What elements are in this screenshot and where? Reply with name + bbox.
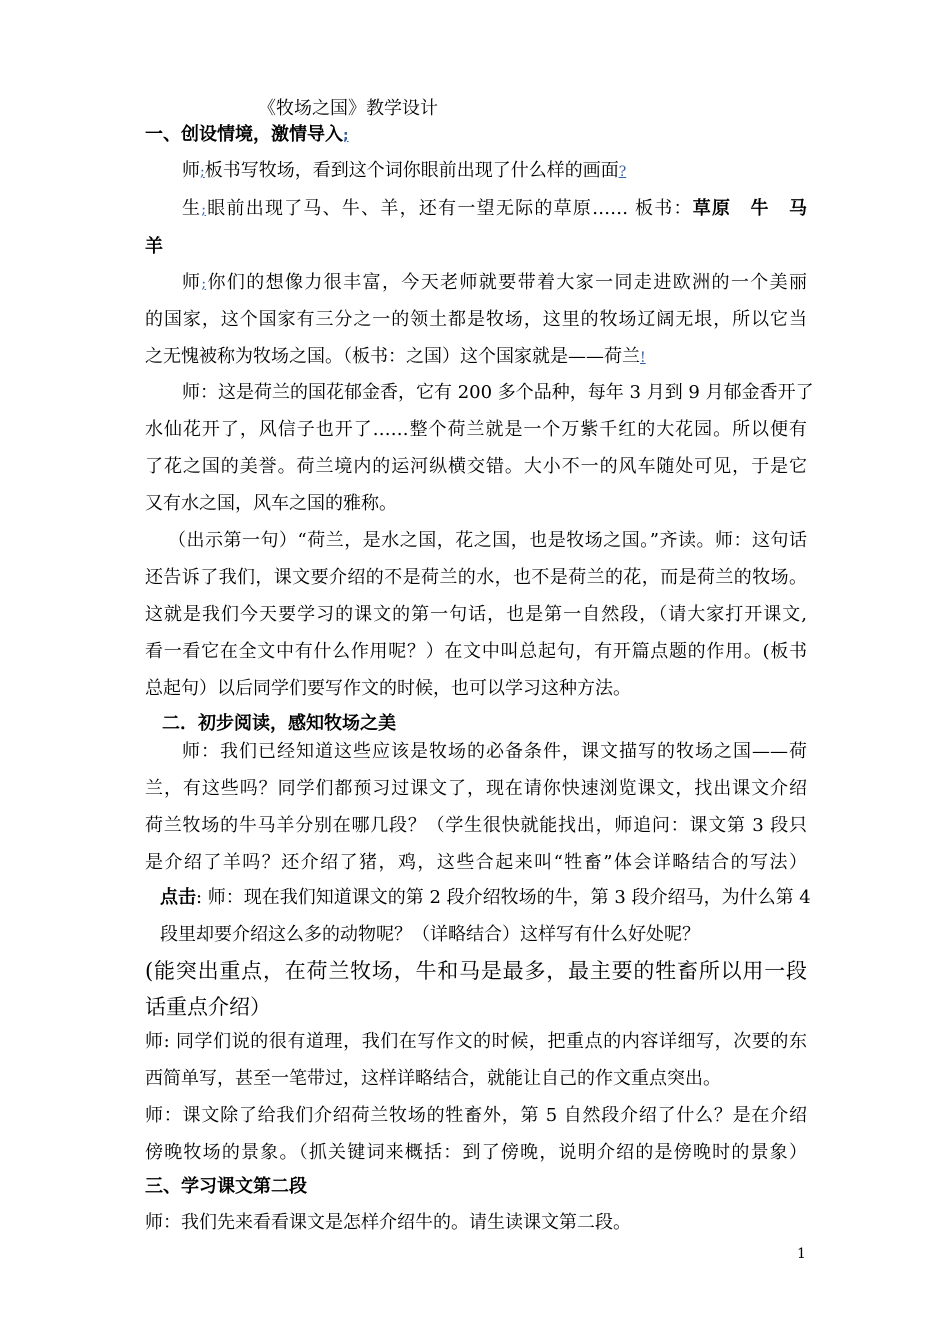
paragraph-8-line: (能突出重点，在荷兰牧场，牛和马是最多，最主要的牲畜所以用一段 xyxy=(145,959,807,983)
document-title: 《牧场之国》教学设计 xyxy=(258,98,438,119)
paragraph-5-line: 还告诉了我们，课文要介绍的不是荷兰的水，也不是荷兰的花，而是荷兰的牧场。 xyxy=(145,567,807,588)
paragraph-1: 师;板书写牧场，看到这个词你眼前出现了什么样的画面? xyxy=(182,160,627,181)
comment-mark: ! xyxy=(640,350,646,366)
paragraph-6-line: 荷兰牧场的牛马羊分别在哪几段？（学生很快就能找出，师追问：课文第 3 段只 xyxy=(145,815,807,836)
paragraph-5-line: 总起句）以后同学们要写作文的时候，也可以学习这种方法。 xyxy=(145,678,631,699)
paragraph-5-line: 看一看它在全文中有什么作用呢？）在文中叫总起句，有开篇点题的作用。(板书 xyxy=(145,641,807,662)
paragraph-6-line: 是介绍了羊吗？还介绍了猪，鸡，这些合起来叫“牲畜”体会详略结合的写法） xyxy=(145,852,807,873)
section-heading-2: 二．初步阅读，感知牧场之美 xyxy=(162,713,396,734)
paragraph-2-end: 羊 xyxy=(145,236,163,257)
comment-mark: ; xyxy=(200,164,205,180)
paragraph-9-line: 西简单写，甚至一笔带过，这样详略结合，就能让自己的作文重点突出。 xyxy=(145,1068,721,1089)
paragraph-3: 师;你们的想像力很丰富，今天老师就要带着大家一同走进欧洲的一个美丽 xyxy=(182,272,808,293)
section-heading-3: 三、学习课文第二段 xyxy=(145,1176,307,1197)
paragraph-9-line: 师: 同学们说的很有道理，我们在写作文的时候，把重点的内容详细写，次要的东 xyxy=(145,1031,807,1052)
paragraph-10-line: 傍晚牧场的景象。（抓关键词来概括：到了傍晚，说明介绍的是傍晚时的景象） xyxy=(145,1142,807,1163)
paragraph-6-line: 师：我们已经知道这些应该是牧场的必备条件，课文描写的牧场之国——荷 xyxy=(182,741,807,762)
section-heading-1: 一、创设情境，激情导入; xyxy=(145,124,349,145)
paragraph-4-line: 水仙花开了，风信子也开了……整个荷兰就是一个万紫千红的大花园。所以便有 xyxy=(145,419,807,440)
paragraph-5-line: （出示第一句）“荷兰，是水之国，花之国，也是牧场之国。”齐读。师：这句话 xyxy=(168,530,807,551)
paragraph-6-line: 兰，有这些吗？同学们都预习过课文了，现在请你快速浏览课文，找出课文介绍 xyxy=(145,778,807,799)
paragraph-7-line: 段里却要介绍这么多的动物呢？（详略结合）这样写有什么好处呢？ xyxy=(160,924,700,945)
comment-mark: ; xyxy=(201,202,206,218)
paragraph-8-line: 话重点介绍） xyxy=(145,995,271,1019)
comment-mark: ; xyxy=(201,276,207,292)
comment-mark: ? xyxy=(618,164,627,180)
paragraph-3-line: 之无愧被称为牧场之国。（板书：之国）这个国家就是——荷兰! xyxy=(145,346,646,367)
page-number: 1 xyxy=(797,1246,806,1262)
paragraph-4-line: 了花之国的美誉。荷兰境内的运河纵横交错。大小不一的风车随处可见，于是它 xyxy=(145,456,807,477)
paragraph-3-line: 的国家，这个国家有三分之一的领土都是牧场，这里的牧场辽阔无垠，所以它当 xyxy=(145,309,807,330)
paragraph-4-line: 又有水之国，风车之国的雅称。 xyxy=(145,493,397,514)
paragraph-7-line: 点击: 师：现在我们知道课文的第 2 段介绍牧场的牛，第 3 段介绍马，为什么第 4 xyxy=(160,887,811,908)
paragraph-5-line: 这就是我们今天要学习的课文的第一句话，也是第一自然段，（请大家打开课文, xyxy=(145,604,807,625)
paragraph-4-line: 师：这是荷兰的国花郁金香，它有 200 多个品种，每年 3 月到 9 月郁金香开了 xyxy=(182,382,814,403)
paragraph-10-line: 师：课文除了给我们介绍荷兰牧场的牲畜外，第 5 自然段介绍了什么？是在介绍 xyxy=(145,1105,807,1126)
paragraph-2: 生;眼前出现了马、牛、羊，还有一望无际的草原…… 板书：草原 牛 马 xyxy=(182,198,807,219)
paragraph-11-line: 师：我们先来看看课文是怎样介绍牛的。请生读课文第二段。 xyxy=(145,1212,631,1233)
comment-mark: ; xyxy=(343,128,349,144)
highlight-label: 点击 xyxy=(160,887,196,908)
